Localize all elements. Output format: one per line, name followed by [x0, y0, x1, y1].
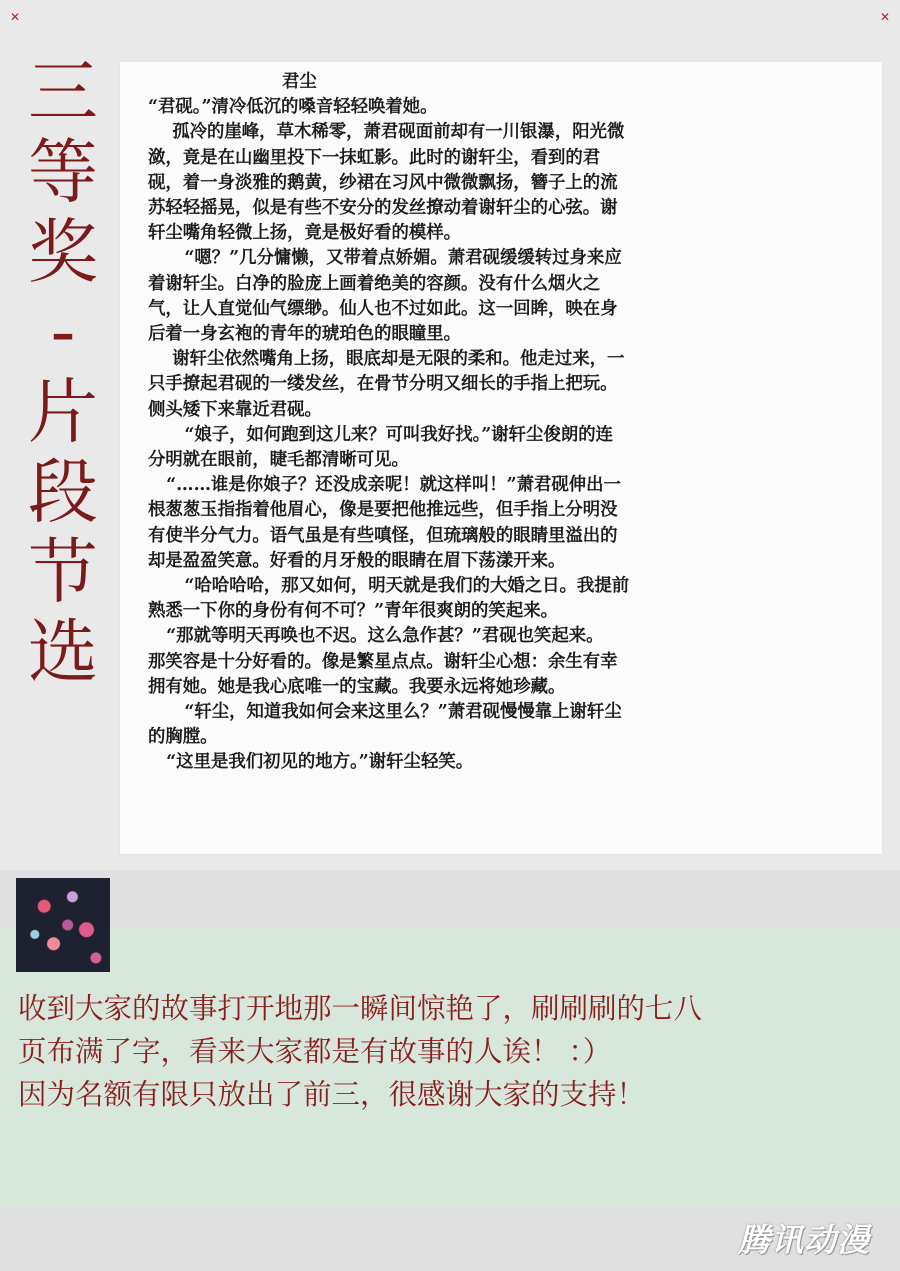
- story-line: 有使半分气力。语气虽是有些嗔怪，但琉璃般的眼睛里溢出的: [148, 525, 618, 546]
- story-line: 分明就在眼前，睫毛都清晰可见。: [148, 450, 409, 471]
- story-paper: [120, 62, 882, 854]
- story-line: 气，让人直觉仙气缥缈。仙人也不过如此。这一回眸，映在身: [148, 298, 618, 319]
- corner-mark-left: ✕: [9, 10, 21, 24]
- story-line: 那笑容是十分好看的。像是繁星点点。谢轩尘心想：余生有幸: [148, 651, 618, 672]
- story-line: “君砚。”清冷低沉的嗓音轻轻唤着她。: [148, 97, 438, 118]
- title-char: 等: [28, 131, 98, 213]
- message-line: 因为名额有限只放出了前三，很感谢大家的支持！: [18, 1078, 646, 1111]
- story-line: “哈哈哈哈，那又如何，明天就是我们的大婚之日。我提前: [148, 576, 630, 597]
- story-line: 砚，着一身淡雅的鹅黄，纱裙在习风中微微飘扬，簪子上的流: [148, 172, 618, 193]
- title-char: 段: [28, 451, 98, 533]
- title-char: 节: [28, 531, 98, 613]
- title-char: 选: [28, 611, 98, 693]
- story-line: “轩尘，知道我如何会来这里么？”萧君砚慢慢靠上谢轩尘: [148, 702, 622, 723]
- story-line: 着谢轩尘。白净的脸庞上画着绝美的容颜。没有什么烟火之: [148, 273, 601, 294]
- story-line: “……谁是你娘子？还没成亲呢！就这样叫！”萧君砚伸出一: [148, 475, 621, 496]
- story-line: 后着一身玄袍的青年的琥珀色的眼瞳里。: [148, 324, 462, 345]
- story-line: “那就等明天再唤也不迟。这么急作甚？”君砚也笑起来。: [148, 626, 604, 647]
- title-char: 片: [28, 371, 98, 453]
- message-text: [18, 987, 898, 1116]
- story-line: 拥有她。她是我心底唯一的宝藏。我要永远将她珍藏。: [148, 676, 566, 697]
- story-line: 的胸膛。: [148, 727, 218, 748]
- story-line: “嗯？”几分慵懒，又带着点娇媚。萧君砚缓缓转过身来应: [148, 248, 622, 269]
- story-line: 潋，竟是在山幽里投下一抹虹影。此时的谢轩尘，看到的君: [148, 147, 601, 168]
- story-line: 轩尘嘴角轻微上扬，竟是极好看的模样。: [148, 223, 462, 244]
- message-line: 收到大家的故事打开地那一瞬间惊艳了，刷刷刷的七八: [18, 992, 703, 1025]
- story-line: 却是盈盈笑意。好看的月牙般的眼睛在眉下荡漾开来。: [148, 550, 566, 571]
- story-line: 孤冷的崖峰，草木稀零，萧君砚面前却有一川银瀑，阳光微: [148, 122, 625, 143]
- corner-mark-right: ✕: [879, 10, 891, 24]
- title-char: 奖: [28, 211, 98, 293]
- story-line: 根葱葱玉指指着他眉心，像是要把他推远些，但手指上分明没: [148, 500, 618, 521]
- vertical-title: [22, 52, 104, 692]
- story-text: [120, 62, 882, 776]
- avatar[interactable]: [16, 878, 110, 972]
- watermark-logo: 腾讯动漫: [738, 1221, 871, 1259]
- story-line: 熟悉一下你的身份有何不可？”青年很爽朗的笑起来。: [148, 601, 558, 622]
- story-line: 苏轻轻摇晃，似是有些不安分的发丝撩动着谢轩尘的心弦。谢: [148, 198, 618, 219]
- story-line: “这里是我们初见的地方。”谢轩尘轻笑。: [148, 752, 474, 773]
- story-line: “娘子，如何跑到这儿来？可叫我好找。”谢轩尘俊朗的连: [148, 424, 614, 445]
- story-line: 谢轩尘依然嘴角上扬，眼底却是无限的柔和。他走过来，一: [148, 349, 625, 370]
- story-title: 君尘: [282, 72, 317, 92]
- message-line: 页布满了字，看来大家都是有故事的人诶！ ：）: [18, 1035, 612, 1068]
- title-char: -: [50, 291, 76, 373]
- story-line: 只手撩起君砚的一缕发丝，在骨节分明又细长的手指上把玩。: [148, 374, 618, 395]
- title-char: 三: [28, 51, 98, 133]
- story-line: 侧头矮下来靠近君砚。: [148, 399, 322, 420]
